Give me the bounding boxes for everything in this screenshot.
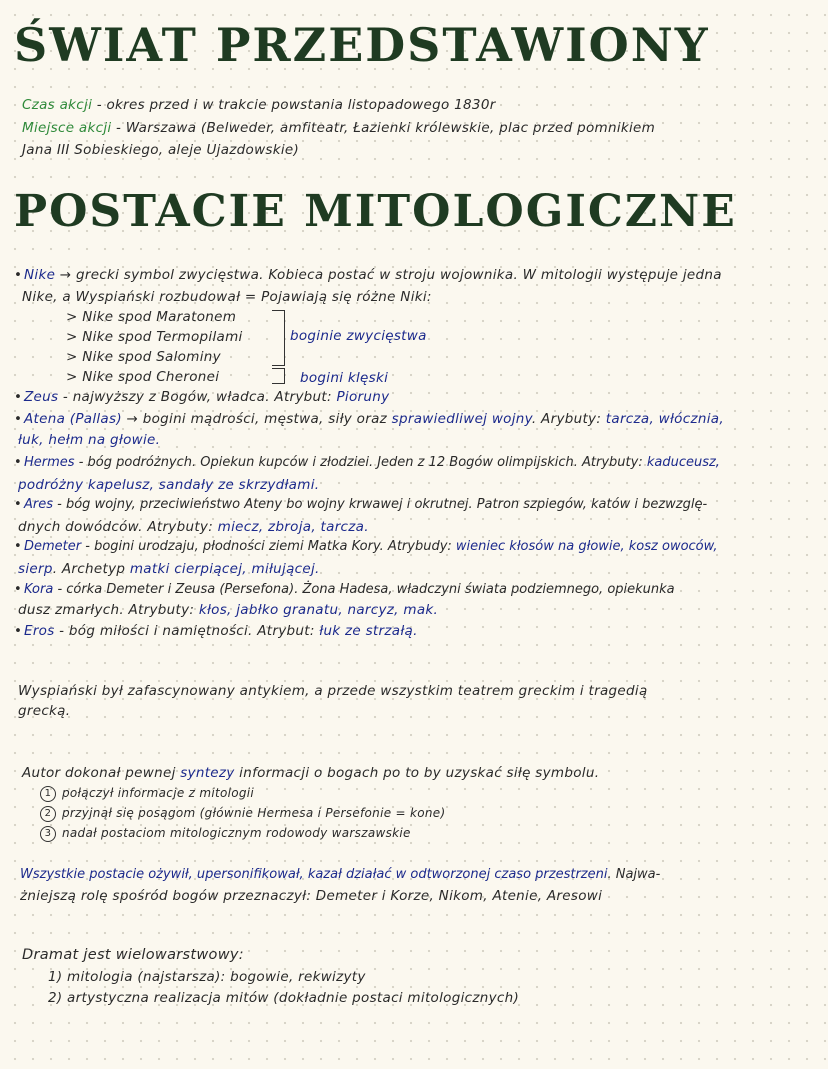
nike-text: → grecki symbol zwycięstwa. Kobieca postać w stroju wojownika. W mitologii występuje jedna (55, 267, 722, 283)
demeter-text: . Archetyp (52, 561, 130, 577)
number-circle: 2 (40, 806, 56, 822)
kora-line: • Kora - córka Demeter i Zeusa (Persefona). Żona Hadesa, władczyni świata podziemnego, opiekunka (14, 582, 675, 597)
zeus-attr: Pioruny (336, 389, 390, 405)
demeter-name: Demeter (24, 539, 82, 554)
demeter-attr: matki cierpiącej, miłującej. (129, 561, 320, 577)
paragraph-3-text: . Najwa- (607, 867, 661, 882)
number-circle: 1 (40, 786, 56, 802)
paragraph-2-highlight: syntezy (180, 765, 235, 781)
paragraph-4-item: 1) mitologia (najstarsza): bogowie, rekwizyty (48, 969, 366, 985)
synthesis-item-text: przyjnął się posągom (głównie Hermesa i Persefonie = kone) (62, 806, 446, 820)
synthesis-item (40, 824, 411, 842)
kora-text: - córka Demeter i Zeusa (Persefona). Żona Hadesa, władczyni świata podziemnego, opiekunka (53, 582, 675, 597)
synthesis-item-text: nadał postaciom mitologicznym rodowody warszawskie (62, 826, 411, 840)
hermes-line-2: podróżny kapelusz, sandały ze skrzydłami. (18, 477, 320, 493)
nike-item: > Nike spod Maratonem (66, 309, 237, 325)
czas-akcji-line (22, 96, 496, 114)
paragraph-3-highlight: Wszystkie postacie ożywił, upersonifikował, kazał działać w odtworzonej czaso przestrzeni (20, 867, 608, 882)
miejsce-akcji-line-2: Jana III Sobieskiego, aleje Ujazdowskie) (22, 142, 300, 158)
paragraph-2-text: Autor dokonał pewnej (22, 765, 181, 781)
kora-text: dusz zmarłych. Atrybuty: (18, 602, 199, 618)
bracket-victory (272, 310, 285, 366)
demeter-attr: wieniec kłosów na głowie, kosz owoców, (455, 539, 718, 554)
paragraph-3-line-2: żniejszą rolę spośród bogów przeznaczył: Demeter i Korze, Nikom, Atenie, Aresowi (20, 888, 603, 904)
kora-attr: kłos, jabłko granatu, narcyz, mak. (198, 602, 439, 618)
hermes-line: • Hermes - bóg podróżnych. Opiekun kupców i złodziei. Jeden z 12 Bogów olimpijskich. Atrybuty: kaduceusz, (14, 455, 720, 470)
hermes-name: Hermes (24, 455, 75, 470)
synthesis-item-text: połączył informacje z mitologii (62, 786, 255, 800)
nike-line-2: Nike, a Wyspiański rozbudował = Pojawiają się różne Niki: (22, 289, 432, 305)
eros-name: Eros (24, 623, 55, 639)
atena-attr: sprawiedliwej wojny (391, 411, 532, 427)
demeter-line: • Demeter - bogini urodzaju, płodności ziemi Matka Kory. Atrybudy: wieniec kłosów na głowie, kosz owoców, (14, 539, 718, 554)
atena-line: • Atena (Pallas) → bogini mądrości, męstwa, siły oraz sprawiedliwej wojny. Arybuty: tarcza, włócznia, (14, 411, 724, 427)
eros-attr: łuk ze strzałą. (319, 623, 418, 639)
page-title: ŚWIAT PRZEDSTAWIONY (14, 18, 710, 72)
atena-text: . Arybuty: (531, 411, 606, 427)
paragraph-1-line-2: grecką. (18, 703, 71, 719)
nike-line: • Nike → grecki symbol zwycięstwa. Kobieca postać w stroju wojownika. W mitologii występuje jedna (14, 267, 722, 283)
ares-name: Ares (24, 497, 54, 512)
eros-line: • Eros - bóg miłości i namiętności. Atrybut: łuk ze strzałą. (14, 623, 418, 639)
zeus-text: - najwyższy z Bogów, władca. Atrybut: (58, 389, 337, 405)
paragraph-4-line-1: Dramat jest wielowarstwowy: (22, 947, 244, 963)
section-title: POSTACIE MITOLOGICZNE (14, 186, 737, 237)
ares-line: • Ares - bóg wojny, przeciwieństwo Ateny bo wojny krwawej i okrutnej. Patron szpiegów, katów i bezwzglę- (14, 497, 708, 512)
paragraph-4-item: 2) artystyczna realizacja mitów (dokładnie postaci mitologicznych) (48, 990, 520, 1006)
paragraph-3-line-1 (20, 866, 660, 884)
atena-line-2: łuk, hełm na głowie. (18, 432, 161, 448)
atena-name: Atena (Pallas) (24, 411, 122, 427)
paragraph-1-line-1: Wyspiański był zafascynowany antykiem, a przede wszystkim teatrem greckim i tragedią (18, 683, 648, 699)
atena-attr: tarcza, włócznia, (605, 411, 724, 427)
nike-item: > Nike spod Salominy (66, 349, 221, 365)
demeter-attr: sierp (18, 561, 53, 577)
ares-text: - bóg wojny, przeciwieństwo Ateny bo wojny krwawej i okrutnej. Patron szpiegów, katów i bezwzglę- (53, 497, 708, 512)
hermes-text: - bóg podróżnych. Opiekun kupców i złodziei. Jeden z 12 Bogów olimpijskich. Atrybuty: (74, 455, 647, 470)
atena-text: → bogini mądrości, męstwa, siły oraz (121, 411, 392, 427)
nike-item: > Nike spod Cheronei (66, 369, 220, 385)
hermes-attr: kaduceusz, (646, 455, 720, 470)
bracket-defeat (272, 368, 285, 384)
bracket-defeat-label: bogini klęski (300, 370, 389, 386)
czas-label: Czas akcji (22, 97, 93, 113)
miejsce-label: Miejsce akcji (22, 120, 112, 136)
kora-line-2 (18, 601, 438, 619)
kora-name: Kora (24, 582, 54, 597)
nike-name: Nike (24, 267, 56, 283)
synthesis-item (40, 784, 254, 802)
czas-text: - okres przed i w trakcie powstania listopadowego 1830r (92, 97, 496, 113)
miejsce-akcji-line (22, 119, 655, 137)
ares-attr: miecz, zbroja, tarcza. (217, 519, 369, 535)
synthesis-item (40, 804, 445, 822)
demeter-line-2 (18, 560, 320, 578)
nike-item: > Nike spod Termopilami (66, 329, 243, 345)
eros-text: - bóg miłości i namiętności. Atrybut: (54, 623, 320, 639)
bracket-victory-label: boginie zwycięstwa (290, 328, 427, 344)
ares-text: dnych dowódców. Atrybuty: (18, 519, 218, 535)
number-circle: 3 (40, 826, 56, 842)
miejsce-text: - Warszawa (Belweder, amfiteatr, Łazienki królewskie, plac przed pomnikiem (111, 120, 656, 136)
paragraph-2-text: informacji o bogach po to by uzyskać siłę symbolu. (234, 765, 600, 781)
ares-line-2 (18, 518, 369, 536)
paragraph-2-line-1 (22, 764, 599, 782)
zeus-name: Zeus (24, 389, 59, 405)
demeter-text: - bogini urodzaju, płodności ziemi Matka Kory. Atrybudy: (81, 539, 456, 554)
zeus-line: • Zeus - najwyższy z Bogów, władca. Atrybut: Pioruny (14, 389, 390, 405)
